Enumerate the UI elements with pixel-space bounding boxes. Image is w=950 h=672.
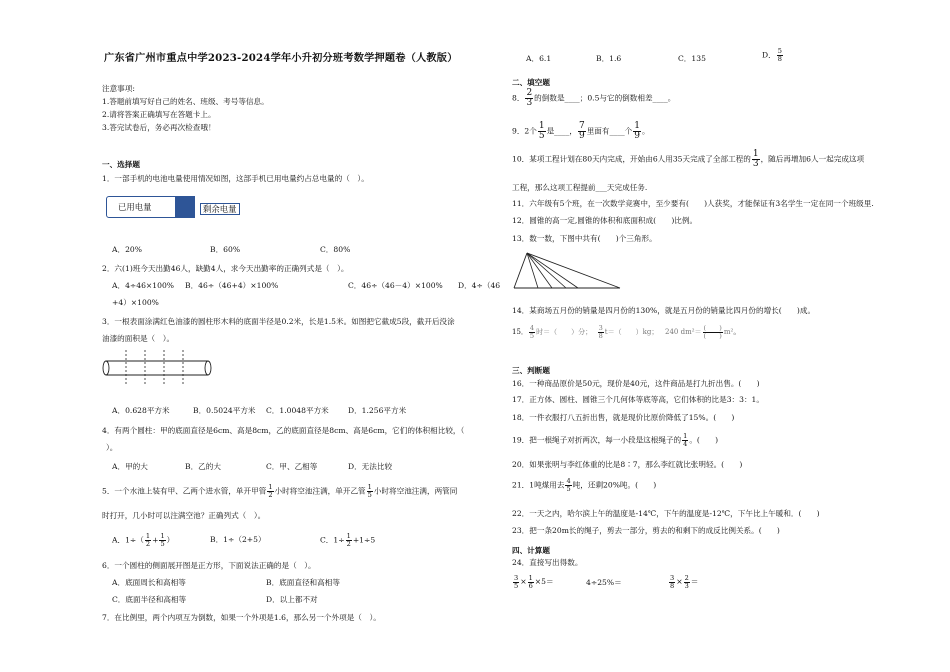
- fraction: [598, 325, 604, 340]
- operator: ×: [520, 577, 527, 586]
- denominator: 5: [367, 491, 372, 499]
- option: B．0.5024平方米: [193, 406, 256, 415]
- denominator: 3: [684, 581, 689, 590]
- option: A．4÷46×100%: [112, 281, 175, 290]
- question-stem: 6．一个圆柱的侧面展开图是正方形，下面说法正确的是（ ）。: [102, 561, 316, 570]
- option: D．4÷（46: [458, 281, 501, 290]
- fraction: [777, 48, 783, 63]
- numerator: 1: [538, 121, 545, 131]
- numerator: 1: [528, 573, 533, 582]
- option: D．无法比较: [348, 462, 393, 471]
- option: D．1.256平方米: [348, 406, 407, 415]
- section-heading: 四、计算题: [512, 546, 550, 555]
- option: B．46÷（46+4）×100%: [185, 281, 279, 290]
- fraction: [528, 575, 534, 590]
- fraction: [684, 575, 690, 590]
- denominator: 8: [598, 331, 603, 340]
- question-stem: 11．六年级有5个班，在一次数学竞赛中，至少要有( )人获奖，才能保证有3名学生一定在同一个班级里.: [512, 199, 874, 208]
- stem-text: 19．把一根绳子对折两次，每一小段是这根绳子的: [512, 435, 682, 445]
- option-text: +1÷5: [352, 535, 376, 545]
- option: [320, 533, 375, 548]
- question-stem: 时打开，几小时可以注满空池？正确列式（ ）。: [102, 511, 266, 520]
- question-stem: 24．直接写出得数。: [512, 558, 583, 567]
- numerator: 1: [752, 149, 759, 159]
- stem-text: 。: [733, 328, 741, 336]
- numerator: 2: [526, 88, 533, 98]
- denominator: 5: [538, 131, 545, 141]
- question-stem: ）。: [106, 443, 118, 452]
- expression-text: ×5＝: [534, 577, 554, 586]
- fraction: [682, 433, 688, 448]
- numerator: 1: [268, 483, 273, 491]
- fraction: [346, 533, 352, 548]
- question-stem: 12．圆锥的高一定,圆锥的体积和底面积成( )比例。: [512, 216, 698, 225]
- stem-text: 10．某项工程计划在80天内完成，开始由6人用35天完成了全部工程的: [512, 154, 751, 164]
- fraction: [538, 122, 546, 141]
- stem-text: 小时将空池注满，两管同: [373, 486, 458, 496]
- option: A．20%: [112, 245, 142, 254]
- question-stem: [512, 478, 656, 493]
- cylinder-figure: [102, 348, 222, 388]
- option: C．80%: [320, 245, 351, 254]
- question-stem: [512, 150, 864, 169]
- question-stem: 23．把一条20m长的绳子，剪去一部分，剪去的和剩下的成反比例关系。( ): [512, 526, 780, 535]
- option-text: +: [152, 535, 159, 545]
- denominator: 5: [514, 581, 519, 590]
- fraction: [367, 484, 373, 499]
- question-stem: 2．六(1)班今天出勤46人，缺勤4人，求今天出勤率的正确列式是（ ）。: [102, 264, 349, 273]
- question-stem: 20．如果张明与李红体重的比是8∶7，那么李红就比张明轻。( ): [512, 460, 743, 469]
- stem-text: 15．: [512, 328, 528, 336]
- option: A．甲的大: [112, 462, 148, 471]
- question-stem: [102, 484, 457, 499]
- denominator: 2: [145, 540, 151, 548]
- fraction: [578, 122, 586, 141]
- denominator: 4: [683, 440, 688, 448]
- notes-heading: 注意事项:: [102, 84, 135, 93]
- fraction: [525, 89, 533, 108]
- stem-text: 的倒数是____；0.5与它的倒数相差____。: [534, 93, 676, 103]
- fraction: [513, 575, 519, 590]
- note-item: 1.答题前填写好自己的姓名、班级、考号等信息。: [102, 97, 269, 106]
- denominator: 9: [578, 131, 585, 141]
- battery-used-label: 已用电量: [118, 202, 152, 212]
- numerator: 1: [683, 432, 688, 440]
- blank-numerator: ( ): [703, 323, 722, 332]
- calc-expression: [512, 574, 554, 590]
- stem-text: 5．一个水池上装有甲、乙两个进水管，单开甲管: [102, 486, 267, 496]
- numerator: 3: [598, 323, 603, 332]
- fraction: [145, 533, 151, 548]
- stem-text: 时＝（ ）分；: [536, 328, 593, 336]
- page-title: 广东省广州市重点中学2023-2024学年小升初分班考数学押题卷（人教版）: [104, 52, 458, 64]
- section-heading: 三、判断题: [512, 366, 550, 375]
- stem-text: 是____，: [546, 126, 577, 136]
- question-stem: 4．有两个圆柱：甲的底面直径是6cm、高是8cm，乙的底面直径是8cm、高是6cm，它们的体积相比较，（: [102, 426, 465, 435]
- denominator: 2: [268, 491, 273, 499]
- question-stem: 16．一种商品原价是50元，现价是40元，这件商品是打九折出售。( ): [512, 379, 760, 388]
- numerator: 1: [346, 532, 351, 540]
- fraction: [159, 533, 165, 548]
- question-stem: [512, 89, 675, 108]
- question-stem: 工程，那么这项工程提前___天完成任务.: [512, 183, 648, 192]
- option: C．46÷（46－4）×100%: [348, 281, 443, 290]
- stem-text: 8．: [512, 93, 525, 103]
- question-stem: 1．一部手机的电池电量使用情况如图，这部手机已用电量约占总电量的（ ）。: [102, 174, 369, 183]
- numerator: 5: [777, 47, 782, 55]
- question-stem: 7．在比例里，两个内项互为倒数，如果一个外项是1.6，那么另一个外项是（ ）。: [102, 613, 381, 622]
- calc-expression: 4÷25%＝: [586, 578, 622, 587]
- stem-text: 21．1吨煤用去: [512, 480, 565, 490]
- stem-text: 。( ): [689, 435, 719, 445]
- note-item: 2.请将答案正确填写在答题卡上。: [102, 110, 216, 119]
- fraction: [267, 484, 273, 499]
- fraction: [752, 150, 760, 169]
- stem-text: 吨，还剩20%吨。( ): [572, 480, 657, 490]
- numerator: 2: [684, 573, 689, 582]
- question-stem: 18．一件衣服打八五折出售，就是现价比原价降低了15%。( ): [512, 413, 735, 422]
- denominator: 3: [752, 159, 759, 169]
- question-stem: 17．正方体、圆柱、圆锥三个几何体等底等高，它们体积的比是3：3：1。: [512, 395, 764, 404]
- stem-text: t＝（ ）kg；: [604, 328, 659, 336]
- option: C．甲、乙相等: [266, 462, 318, 471]
- numerator: 1: [145, 532, 151, 540]
- operator: ×: [676, 577, 683, 586]
- note-item: 3.答完试卷后，务必再次检查哦！: [102, 123, 216, 132]
- denominator: 9: [634, 131, 640, 141]
- option: D．以上都不对: [266, 595, 318, 604]
- blank-fraction: [703, 325, 723, 340]
- question-stem: 油漆的面积是（ ）。: [102, 334, 175, 343]
- question-stem: 3．一根表面涂满红色油漆的圆柱形木料的底面半径是0.2米，长是1.5米。如图把它截成5段，截开后没涂: [102, 317, 455, 326]
- fraction: [565, 478, 571, 493]
- battery-fill: [175, 196, 195, 218]
- question-stem: 14．某商场五月份的销量是四月份的130%，就是五月份的销量比四月份的增长( )成。: [512, 306, 816, 315]
- expression-text: ＝: [690, 577, 699, 586]
- option: A．0.628平方米: [112, 406, 170, 415]
- option: B．底面直径和高相等: [266, 578, 340, 587]
- option: C．底面半径和高相等: [112, 595, 187, 604]
- denominator: 3: [526, 98, 533, 108]
- section-heading: 二、填空题: [512, 78, 550, 87]
- option: [762, 48, 784, 63]
- option: C．135: [678, 54, 706, 63]
- denominator: 5: [160, 540, 165, 548]
- fraction: [669, 575, 675, 590]
- calc-expression: [668, 574, 698, 590]
- stem-text: ，随后再增加6人一起完成这项: [760, 154, 865, 164]
- denominator: 2: [346, 540, 351, 548]
- numerator: 3: [514, 573, 519, 582]
- stem-text: 小时将空池注满，单开乙管: [274, 486, 366, 496]
- denominator: 8: [777, 55, 782, 63]
- stem-text: 240 dm²＝: [665, 328, 702, 336]
- numerator: 7: [578, 121, 585, 131]
- denominator: 5: [529, 331, 535, 340]
- option-text: A．1÷（: [112, 535, 144, 545]
- option: B．60%: [210, 245, 241, 254]
- stem-text: 9．2个: [512, 126, 537, 136]
- question-stem: [512, 122, 650, 141]
- numerator: 4: [529, 323, 535, 332]
- numerator: 3: [670, 573, 675, 582]
- question-stem: [512, 433, 718, 448]
- option: A．底面周长和高相等: [112, 578, 186, 587]
- option: A．6.1: [526, 54, 552, 63]
- numerator: 1: [367, 483, 372, 491]
- denominator: 8: [670, 581, 675, 590]
- stem-text: m²: [723, 328, 734, 336]
- fraction: [529, 325, 535, 340]
- option: C．1.0048平方米: [266, 406, 329, 415]
- question-stem: [512, 324, 740, 340]
- numerator: 4: [566, 477, 571, 485]
- option: [112, 533, 174, 548]
- option: B．1.6: [596, 54, 622, 63]
- stem-text: 里面有____个: [586, 126, 633, 136]
- fraction: [633, 122, 641, 141]
- numerator: 1: [634, 121, 640, 131]
- option: B．1÷（2+5）: [210, 535, 266, 544]
- triangle-figure: [514, 252, 624, 290]
- numerator: 1: [160, 532, 165, 540]
- battery-figure: [106, 196, 237, 220]
- section-heading: 一、选择题: [102, 160, 140, 169]
- battery-left-label: 剩余电量: [200, 203, 240, 215]
- blank-denominator: ( ): [703, 331, 722, 340]
- option-continued: +4）×100%: [112, 298, 159, 307]
- option: B．乙的大: [185, 462, 221, 471]
- question-stem: 13．数一数，下图中共有( )个三角形。: [512, 234, 657, 243]
- option-text: D．: [762, 50, 776, 60]
- denominator: 5: [566, 485, 571, 493]
- option-text: ）: [166, 535, 175, 545]
- stem-text: 。: [642, 126, 650, 136]
- denominator: 6: [528, 581, 533, 590]
- question-stem: 22．一天之内，哈尔滨上午的温度是-14℃，下午的温度是-12℃，下午比上午暖和．( ): [512, 509, 820, 518]
- option-text: C．1÷: [320, 535, 345, 545]
